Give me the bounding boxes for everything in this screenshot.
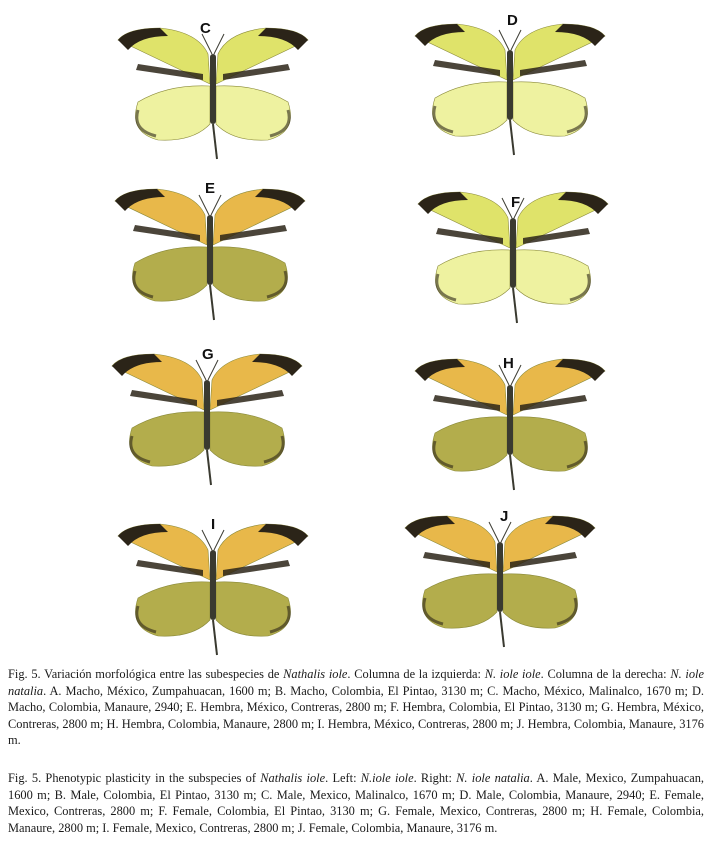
- left-wings: [118, 524, 210, 636]
- specimen-panel-d: [395, 10, 625, 160]
- specimen-panel-i: [98, 510, 328, 660]
- figure-caption-english: [8, 770, 704, 836]
- panel-letter-e: E: [205, 180, 216, 197]
- specimen-panel-g: [92, 340, 322, 490]
- panel-letter-j: J: [500, 508, 509, 525]
- right-wings: [516, 192, 608, 304]
- butterfly-specimen-d: [395, 10, 625, 160]
- caption-es-left-taxon: N. iole iole: [484, 667, 541, 681]
- caption-en-mid2: . Right:: [413, 771, 457, 785]
- specimen-panel-j: [385, 502, 615, 652]
- butterfly-specimen-e: [95, 175, 325, 325]
- caption-es-mid2: . Columna de la derecha:: [540, 667, 671, 681]
- left-wings: [115, 189, 207, 301]
- specimen-panel-c: [98, 14, 328, 164]
- body: [204, 380, 210, 450]
- body: [497, 542, 503, 612]
- pin: [510, 120, 514, 155]
- caption-en-left-taxon: N.iole iole: [360, 771, 414, 785]
- left-wings: [405, 516, 497, 628]
- caption-es-right-taxon: N. iole natalia: [8, 667, 704, 698]
- left-wings: [418, 192, 510, 304]
- right-wings: [513, 24, 605, 136]
- pin: [213, 124, 217, 159]
- caption-es-pre: Fig. 5. Variación morfológica entre las subespecies de: [8, 667, 284, 681]
- right-wings: [216, 28, 308, 140]
- body: [210, 54, 216, 124]
- panel-letter-i: I: [211, 516, 216, 533]
- specimen-panel-h: [395, 345, 625, 495]
- caption-en-genus: Nathalis iole: [260, 771, 326, 785]
- panel-letter-f: F: [511, 194, 521, 211]
- left-wings: [112, 354, 204, 466]
- right-wings: [216, 524, 308, 636]
- panel-letter-d: D: [507, 12, 518, 29]
- body: [507, 385, 513, 455]
- caption-en-mid1: . Left:: [325, 771, 361, 785]
- body: [507, 50, 513, 120]
- left-wings: [415, 24, 507, 136]
- figure-caption-spanish: [8, 666, 704, 749]
- body: [210, 550, 216, 620]
- caption-en-pre: Fig. 5. Phenotypic plasticity in the subspecies of: [8, 771, 261, 785]
- pin: [210, 285, 214, 320]
- left-wings: [415, 359, 507, 471]
- caption-es-mid1: . Columna de la izquierda:: [347, 667, 485, 681]
- right-wings: [513, 359, 605, 471]
- caption-en-right-taxon: N. iole natalia: [456, 771, 530, 785]
- panel-letter-c: C: [200, 20, 211, 37]
- specimen-panel-f: [398, 178, 628, 328]
- caption-es-body: . A. Macho, México, Zumpahuacan, 1600 m; B. Macho, Colombia, El Pintao, 3130 m; C. Macho, México, Malinalco, 1670 m; D. Macho, Colombia, Manaure, 2940; E. Hembra, México, Contreras, 2800 m; F. Hembra, Colombia, El Pintao, 3130 m; G. Hembra, México, Contreras, 2800 m; H. Hembra, Colombia, Manaure, 2800 m; I. Hembra, México, Contreras, 2800 m; J. Hembra, Colombia, Manaure, 3176 m.: [8, 683, 704, 748]
- body: [207, 215, 213, 285]
- caption-es-genus: Nathalis iole: [283, 667, 348, 681]
- caption-en-body: . A. Male, Mexico, Zumpahuacan, 1600 m; B. Male, Colombia, El Pintao, 3130 m; C. Male, Mexico, Malinalco, 1670 m; D. Male, Colombia, Manaure, 2940; E. Female, Mexico, Contreras, 2800 m; F. Female, Colombia, El Pintao, 3130 m; G. Female, Mexico, Contreras, 2800 m; H. Female, Colombia, Manaure, 2800 m; I. Female, Mexico, Contreras, 2800 m; J. Female, Colombia, Manaure, 3176 m.: [8, 771, 705, 835]
- specimen-panel-e: [95, 175, 325, 325]
- right-wings: [210, 354, 302, 466]
- left-wings: [118, 28, 210, 140]
- pin: [510, 455, 514, 490]
- body: [510, 218, 516, 288]
- pin: [207, 450, 211, 485]
- butterfly-specimen-c: [98, 14, 328, 164]
- right-wings: [503, 516, 595, 628]
- pin: [500, 612, 504, 647]
- pin: [513, 288, 517, 323]
- right-wings: [213, 189, 305, 301]
- panel-letter-g: G: [202, 346, 214, 363]
- pin: [213, 620, 217, 655]
- panel-letter-h: H: [503, 355, 514, 372]
